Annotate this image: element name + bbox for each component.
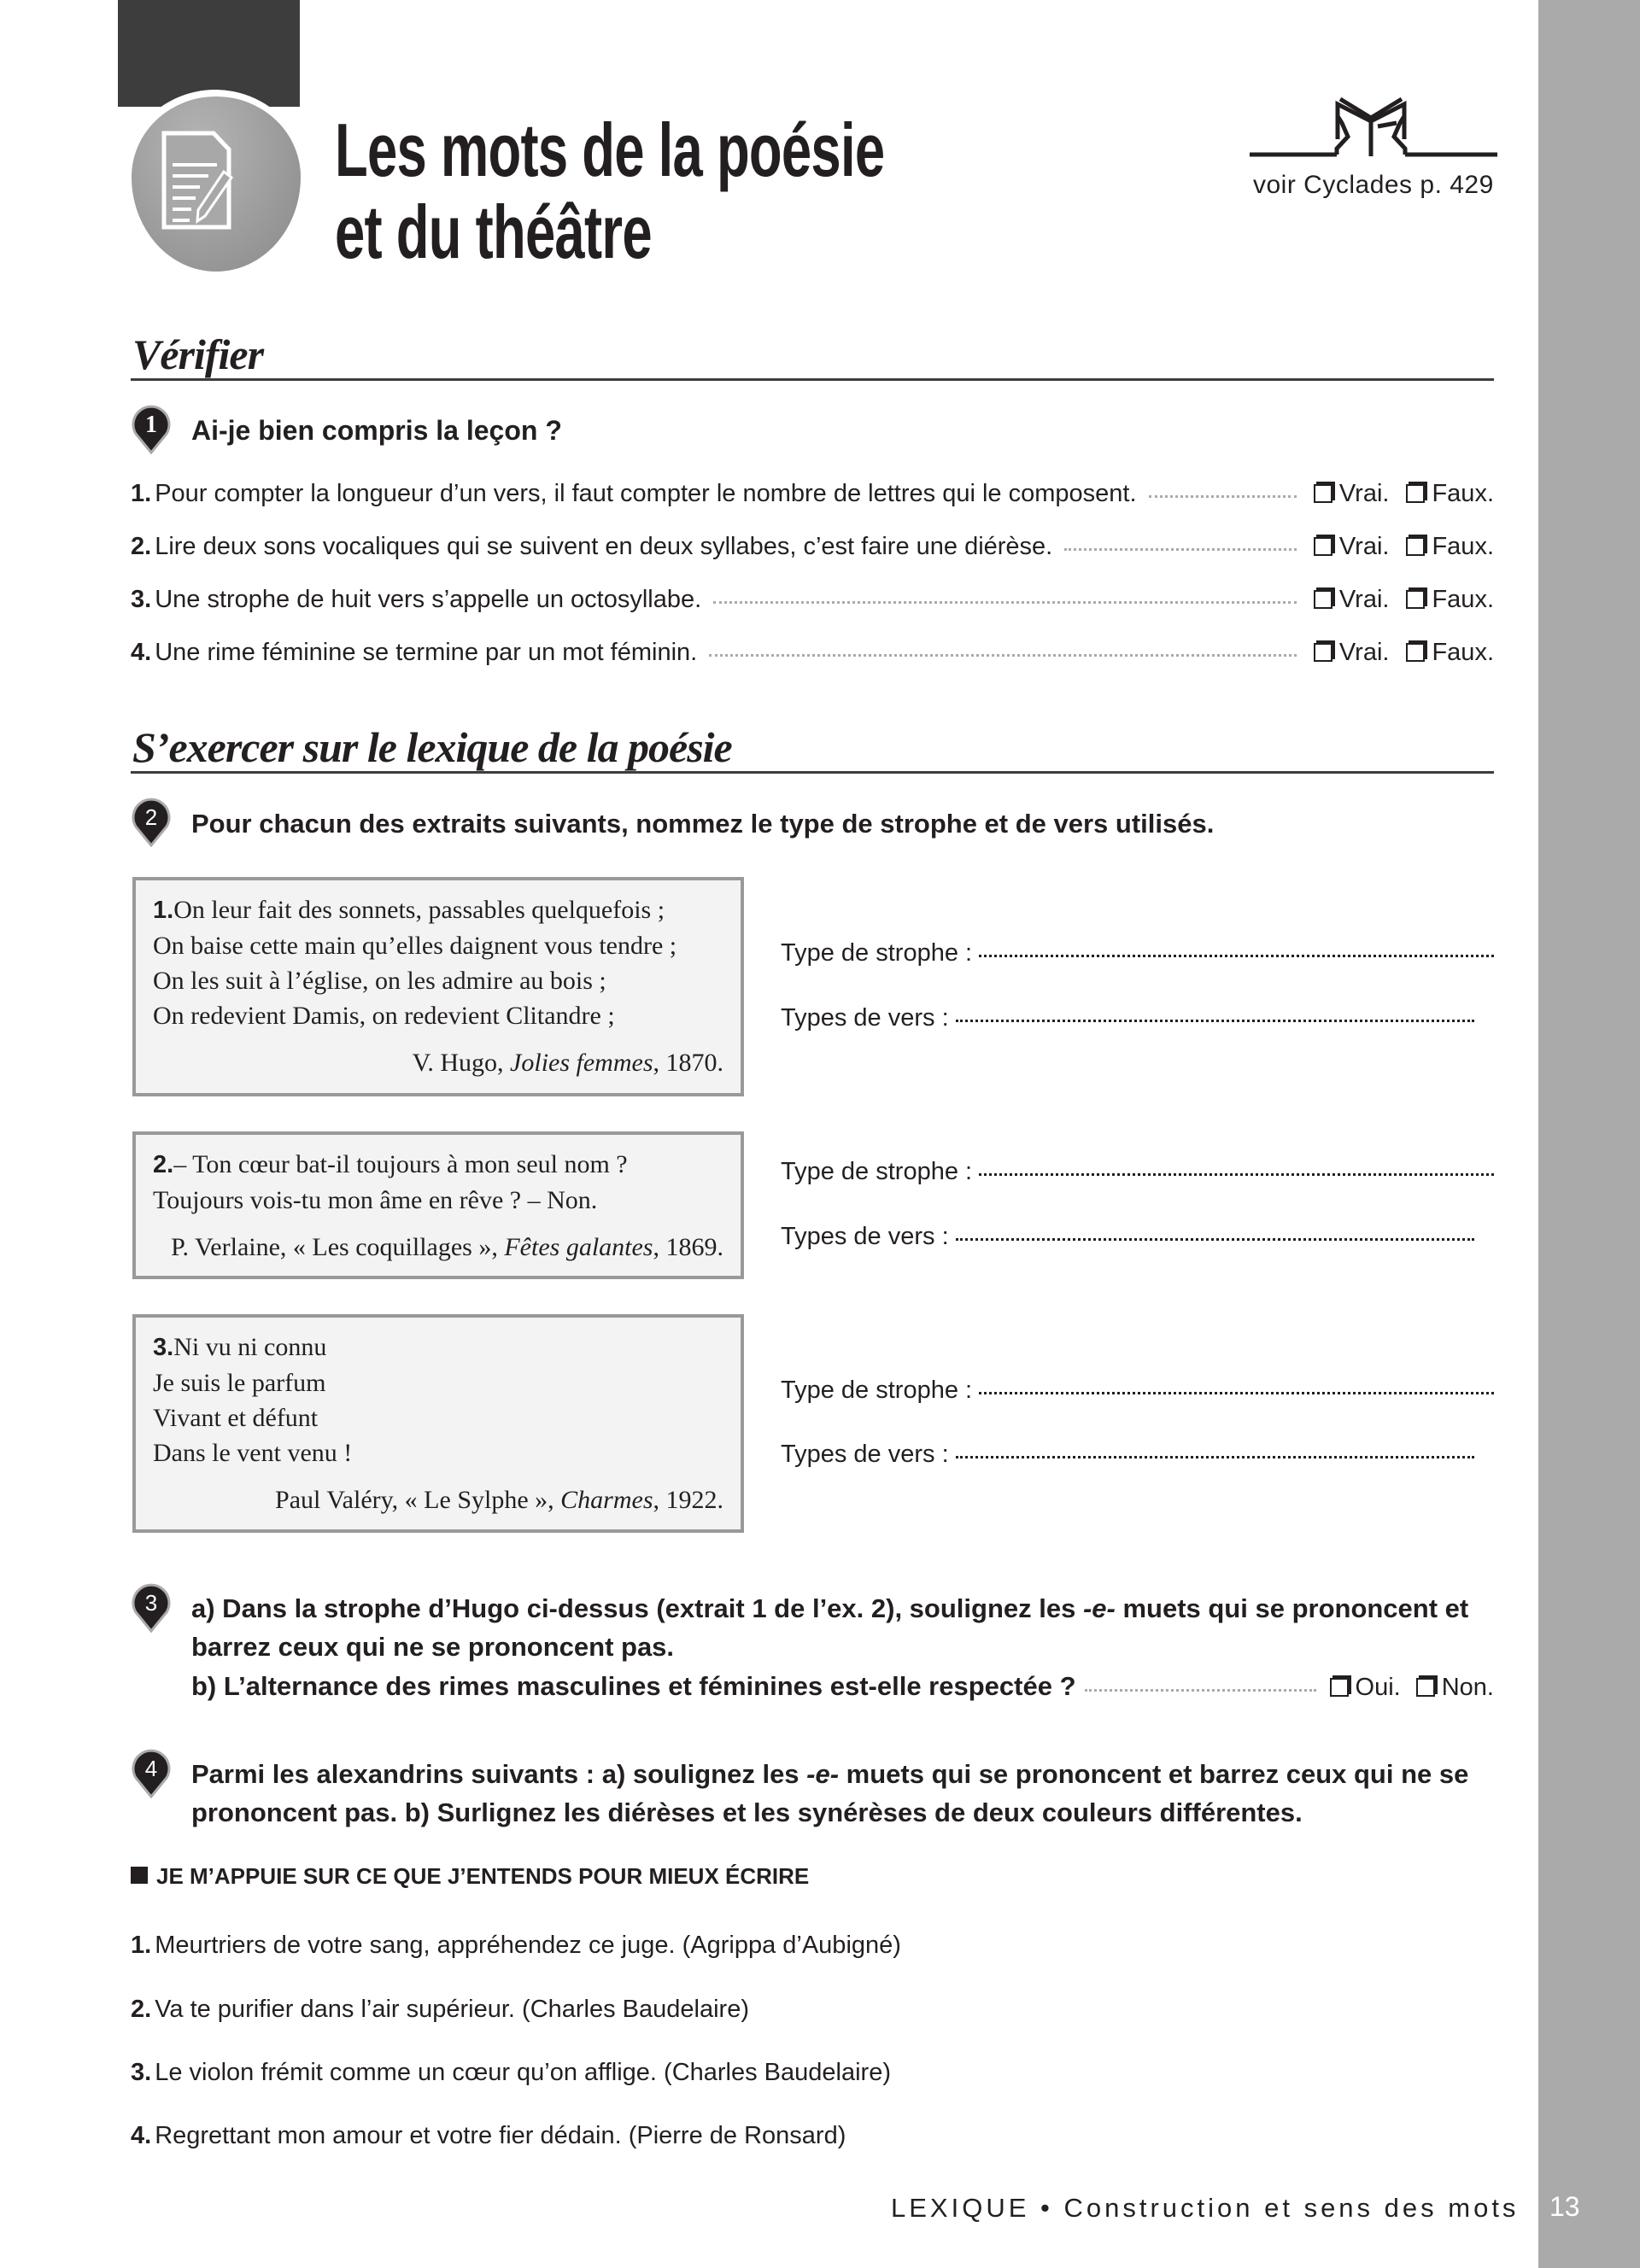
item-number: 2. [131,533,152,560]
verse-text: On leur fait des sonnets, passables quelquefois ; [173,896,665,924]
verse-line: On baise cette main qu’elles daignent vous tendre ; [153,932,677,960]
emphasis: -e- [806,1759,840,1789]
checkbox-vrai[interactable] [1314,537,1332,556]
true-false-item [131,639,1494,667]
extract-box-3 [132,1314,744,1533]
alexandrin-item [131,2122,1494,2150]
exercise-4-instruction [191,1755,1494,1832]
extract-box-1 [132,877,744,1096]
exercise-badge-4 [131,1747,172,1798]
extract-box-2 [132,1131,744,1279]
extract-number: 2. [153,1151,174,1178]
vrai-label: Vrai. [1338,533,1390,560]
extract-source [153,1482,723,1517]
footer-text: LEXIQUE • Construction et sens des mots [891,2193,1520,2223]
side-strip [1538,0,1640,2268]
alexandrin-item [131,1932,1494,1960]
checkbox-faux[interactable] [1406,537,1425,556]
strophe-label: Type de strophe : [781,939,973,967]
answer-field[interactable] [956,1238,1474,1241]
non-label: Non. [1441,1674,1494,1701]
reference-text: voir Cyclades p. 429 [1253,171,1494,199]
subheading-text: JE M’APPUIE SUR CE QUE J’ENTENDS POUR MIEUX ÉCRIRE [156,1863,810,1889]
vrai-label: Vrai. [1338,639,1390,666]
author: P. Verlaine, « Les coquillages », [171,1233,505,1261]
question-text: b) L’alternance des rimes masculines et féminines est-elle respectée ? [191,1671,1076,1701]
reading-book-icon [1250,92,1497,165]
author: V. Hugo, [412,1049,511,1077]
checkbox-vrai[interactable] [1314,643,1332,662]
extract-number: 3. [153,1334,174,1361]
verse-line: On redevient Damis, on redevient Clitandre ; [153,1002,615,1030]
vers-label: Types de vers : [781,1441,949,1468]
year: , 1869. [653,1233,723,1261]
text: muets qui se prononcent et barrez ceux qui ne se prononcent pas. [191,1593,1469,1662]
text: muets qui se prononcent et barrez ceux qui ne se prononcent pas. b) Surlignez les diérèses et les synérèses de deux couleurs différentes. [191,1759,1469,1827]
vers-label: Types de vers : [781,1223,949,1250]
text: a) Dans la strophe d’Hugo ci-dessus (extrait 1 de l’ex. 2), soulignez les [191,1593,1083,1623]
faux-label: Faux. [1432,639,1494,666]
author: Paul Valéry, « Le Sylphe », [275,1486,561,1514]
item-number: 2. [131,1996,152,2023]
dot-leader [709,654,1297,657]
square-bullet-icon [131,1867,148,1884]
dot-leader [713,601,1297,604]
extract-number: 1. [153,897,174,924]
exercise-3-part-a [191,1589,1494,1666]
item-text: Une rime féminine se termine par un mot féminin. [155,639,698,666]
exercise-badge-3 [131,1581,172,1633]
dot-leader [1085,1689,1316,1692]
checkbox-non[interactable] [1416,1678,1435,1697]
year: , 1870. [653,1049,723,1077]
true-false-item [131,533,1494,561]
verse-line: On les suit à l’église, on les admire au bois ; [153,967,606,995]
exercise-2-title: Pour chacun des extraits suivants, nommez le type de strophe et de vers utilisés. [191,809,1215,839]
item-text: Le violon frémit comme un cœur qu’on afflige. (Charles Baudelaire) [155,2059,891,2086]
item-text: Regrettant mon amour et votre fier dédain. (Pierre de Ronsard) [155,2122,846,2149]
svg-text:1: 1 [145,412,157,438]
strophe-answer-1 [781,939,1494,967]
vers-answer-1 [781,1004,1474,1032]
checkbox-faux[interactable] [1406,590,1425,609]
verse-line [153,892,723,928]
item-text: Une strophe de huit vers s’appelle un octosyllabe. [155,586,702,613]
true-false-item [131,586,1494,614]
year: , 1922. [653,1486,723,1514]
section-heading-exercer: S’exercer sur le lexique de la poésie [131,724,1494,774]
answer-field[interactable] [979,955,1494,957]
svg-text:2: 2 [144,804,158,830]
verse-line [153,1147,723,1183]
verse-line: Toujours vois-tu mon âme en rêve ? – Non. [153,1186,598,1214]
strophe-answer-3 [781,1377,1494,1405]
page-title-line2: et du théâtre [335,190,652,274]
item-number: 3. [131,2059,152,2086]
faux-label: Faux. [1432,533,1494,560]
verse-text: Ni vu ni connu [173,1333,327,1361]
checkbox-faux[interactable] [1406,484,1425,503]
true-false-item [131,480,1494,508]
verse-line: Vivant et défunt [153,1404,319,1432]
item-text: Pour compter la longueur d’un vers, il faut compter le nombre de lettres qui le composent. [155,480,1137,507]
extract-source [153,1045,723,1080]
exercise-badge-1 [131,403,172,454]
worksheet-icon [132,96,301,272]
verse-line: Dans le vent venu ! [153,1439,353,1467]
answer-field[interactable] [956,1020,1474,1022]
checkbox-faux[interactable] [1406,643,1425,662]
strophe-answer-2 [781,1158,1494,1186]
verse-line: Je suis le parfum [153,1369,326,1397]
work-title: Jolies femmes [510,1049,653,1077]
strophe-label: Type de strophe : [781,1158,973,1185]
vrai-label: Vrai. [1338,480,1390,507]
item-number: 1. [131,1932,152,1959]
exercise-1-title: Ai-je bien compris la leçon ? [191,415,562,446]
oui-label: Oui. [1355,1674,1401,1701]
alexandrin-item [131,2059,1494,2087]
item-text: Meurtriers de votre sang, appréhendez ce juge. (Agrippa d’Aubigné) [155,1932,901,1959]
work-title: Charmes [560,1486,653,1514]
subheading [131,1863,809,1890]
vrai-label: Vrai. [1338,586,1390,613]
verse-text: – Ton cœur bat-il toujours à mon seul nom ? [173,1150,628,1178]
checkbox-vrai[interactable] [1314,590,1332,609]
page-number: 13 [1549,2191,1580,2222]
text: Parmi les alexandrins suivants : a) soulignez les [191,1759,807,1789]
dot-leader [1064,548,1297,551]
answer-field[interactable] [979,1392,1494,1394]
faux-label: Faux. [1432,480,1494,507]
answer-field[interactable] [979,1173,1494,1176]
item-number: 3. [131,586,152,613]
svg-text:3: 3 [144,1590,158,1616]
page-title-line1: Les mots de la poésie [335,108,885,192]
extract-source [153,1230,723,1265]
alexandrin-item [131,1996,1494,2024]
dot-leader [1149,495,1297,498]
exercise-3-part-b [191,1667,1494,1707]
strophe-label: Type de strophe : [781,1377,973,1404]
exercise-badge-2 [131,796,172,847]
checkbox-oui[interactable] [1330,1678,1349,1697]
verse-line [153,1330,723,1365]
vers-answer-2 [781,1223,1474,1251]
svg-text:4: 4 [144,1756,158,1781]
item-number: 1. [131,480,152,507]
item-number: 4. [131,639,152,666]
checkbox-vrai[interactable] [1314,484,1332,503]
faux-label: Faux. [1432,586,1494,613]
answer-field[interactable] [956,1456,1474,1458]
emphasis: -e- [1082,1593,1116,1623]
vers-answer-3 [781,1441,1474,1469]
work-title: Fêtes galantes [504,1233,653,1261]
item-text: Va te purifier dans l’air supérieur. (Charles Baudelaire) [155,1996,749,2023]
section-heading-verifier: Vérifier [131,331,1494,381]
vers-label: Types de vers : [781,1004,949,1032]
item-text: Lire deux sons vocaliques qui se suivent en deux syllabes, c’est faire une diérèse. [155,533,1053,560]
item-number: 4. [131,2122,152,2149]
